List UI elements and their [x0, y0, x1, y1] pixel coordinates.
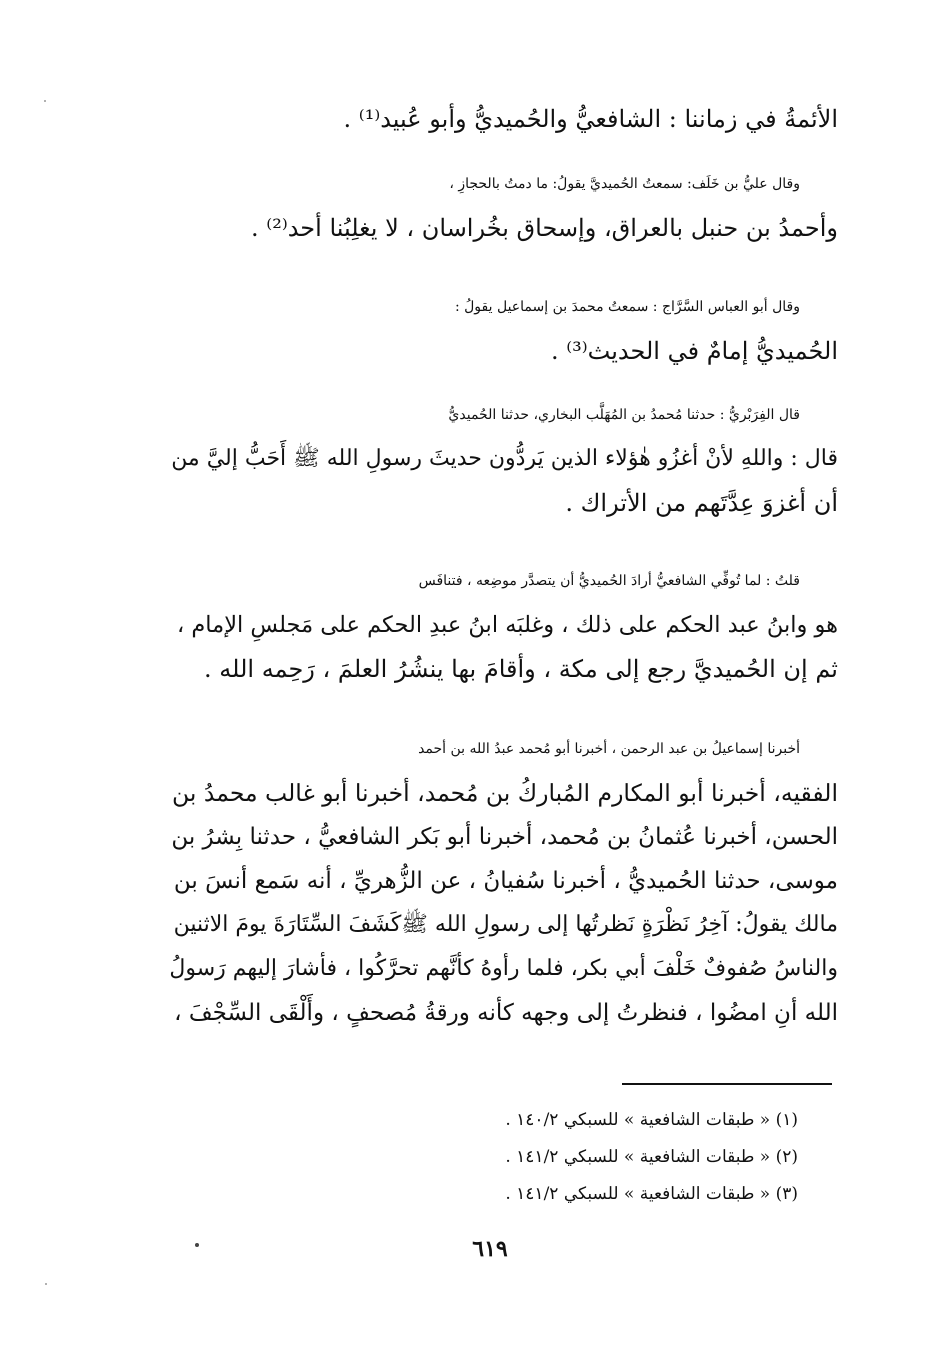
- text-line: وقال عليُّ بن خَلَف: سمعتُ الحُميديَّ يقولُ: ما دمتُ بالحجازِ ،: [449, 176, 800, 192]
- text-line: أن أغزوَ عِدَّتَهم من الأتراك .: [565, 489, 838, 517]
- text-line: موسى، حدثنا الحُميديُّ ، أخبرنا سُفيانُ ، عن الزُّهريِّ ، أنه سَمع أنسَ بن: [173, 868, 838, 894]
- paragraph-3: [168, 285, 838, 373]
- footnote-3: (٣) « طبقات الشافعية » للسبكي ١٤١/٢ .: [505, 1184, 798, 1204]
- footnote-1: (١) « طبقات الشافعية » للسبكي ١٤٠/٢ .: [505, 1110, 798, 1130]
- text-line: مالك يقولُ: آخِرُ نَظْرَةٍ نَظرتُها إلى رسولِ الله ﷺكَشَفَ السِّتَارَةَ يومَ الاثنين: [173, 912, 838, 937]
- page-number: ٦١٩: [472, 1236, 508, 1262]
- text-line: الحُميديُّ إمامٌ في الحديث⁽³⁾ .: [550, 337, 838, 365]
- text-line: الأئمةُ في زماننا : الشافعيُّ والحُميديُّ وأبو عُبيد⁽¹⁾ .: [343, 105, 838, 133]
- paragraph-4: [168, 393, 838, 525]
- text-line: هو وابنُ عبد الحكم على ذلك ، وغلبَه ابنُ عبدِ الحكم على مَجلسِ الإمام ،: [176, 612, 838, 638]
- text-line: قال الفِرَبْريُّ : حدثنا مُحمدُ بن المُهَلَّب البخاري، حدثنا الحُميديُّ: [448, 407, 800, 423]
- paragraph-2: [168, 162, 838, 250]
- text-line: قال : واللهِ لأنْ أغزُو هٰؤلاء الذين يَردُّون حديثَ رسولِ الله ﷺ أَحَبُّ إليَّ من: [171, 446, 838, 471]
- footnote-2: (٢) « طبقات الشافعية » للسبكي ١٤١/٢ .: [505, 1147, 798, 1167]
- text-line: الفقيه، أخبرنا أبو المكارم المُباركُ بن مُحمد، أخبرنا أبو غالب محمدُ بن: [172, 779, 838, 807]
- text-line: وأحمدُ بن حنبل بالعراق، وإسحاق بخُراسان ، لا يغلِبُنا أحد⁽²⁾ .: [251, 214, 838, 242]
- scan-speck: [45, 1283, 47, 1285]
- paragraph-1: [168, 97, 838, 141]
- scan-speck: [44, 100, 46, 102]
- paragraph-5: [168, 559, 838, 691]
- text-line: والناسُ صُفوفٌ خَلْفَ أبي بكر، فلما رأوهُ كأنَّهم تحرَّكُوا ، فأشارَ إليهم رَسولُ: [169, 956, 838, 981]
- scan-speck: [195, 1243, 199, 1247]
- text-line: الله أنِ امضُوا ، فنظرتُ إلى وجهه كأنه ورقةُ مُصحفٍ ، وأَلْقَى السِّجْفَ ،: [174, 1000, 838, 1026]
- text-line: أخبرنا إسماعيلُ بن عبد الرحمن ، أخبرنا أبو مُحمد عبدُ الله بن أحمد: [418, 741, 800, 757]
- footnote-separator: [622, 1083, 832, 1085]
- text-line: قلتُ : لما تُوفِّي الشافعيُّ أرادَ الحُميديُّ أن يتصدَّر موضِعه ، فتنافَس: [418, 573, 800, 589]
- text-line: الحسن، أخبرنا عُثمانُ بن مُحمد، أخبرنا أبو بَكر الشافعيُّ ، حدثنا بِشرُ بن: [171, 824, 838, 850]
- paragraph-6: [168, 727, 838, 1035]
- text-line: وقال أبو العباس السَّرَّاج : سمعتُ محمدَ بن إسماعيل يقولُ :: [454, 299, 800, 315]
- footnotes: [300, 1102, 798, 1213]
- text-line: ثم إن الحُميديَّ رجع إلى مكة ، وأقامَ بها ينشُرُ العلمَ ، رَحِمه الله .: [204, 655, 838, 683]
